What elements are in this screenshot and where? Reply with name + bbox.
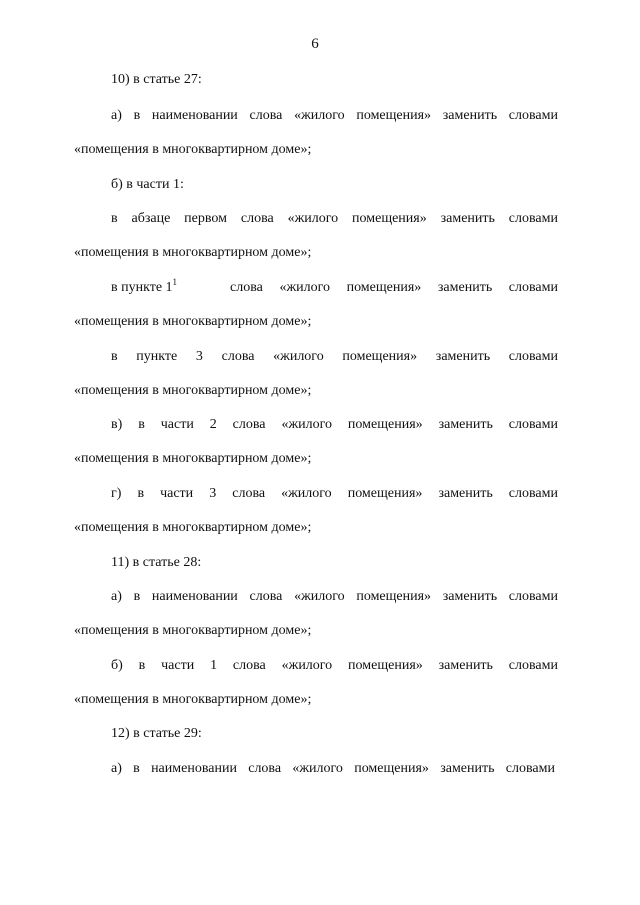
item-11-heading: 11) в статье 28: [111, 555, 202, 570]
item-11a-line-1: а) в наименовании слова «жилого помещения» заменить словами [111, 589, 558, 604]
point-reference-rest: слова «жилого помещения» заменить словами [230, 280, 558, 295]
item-10v-line-1: в) в части 2 слова «жилого помещения» заменить словами [111, 417, 558, 432]
item-10b-para-1-line-2: «помещения в многоквартирном доме»; [74, 245, 312, 260]
item-10b-para-1-line-1: в абзаце первом слова «жилого помещения» заменить словами [111, 211, 558, 226]
item-10g-line-1: г) в части 3 слова «жилого помещения» заменить словами [111, 486, 558, 501]
point-reference [111, 279, 177, 297]
item-10b-para-2-line-2: «помещения в многоквартирном доме»; [74, 314, 312, 329]
item-10b-para-3-line-1: в пункте 3 слова «жилого помещения» заменить словами [111, 349, 558, 364]
item-12-heading: 12) в статье 29: [111, 726, 202, 741]
item-10-heading: 10) в статье 27: [111, 72, 202, 87]
item-11a-line-2: «помещения в многоквартирном доме»; [74, 623, 312, 638]
item-12a-line-1: а) в наименовании слова «жилого помещения» заменить словами [111, 761, 555, 776]
item-10b-heading: б) в части 1: [111, 177, 184, 192]
item-10g-line-2: «помещения в многоквартирном доме»; [74, 520, 312, 535]
item-10v-line-2: «помещения в многоквартирном доме»; [74, 451, 312, 466]
page-number: 6 [311, 36, 319, 52]
item-11b-line-1: б) в части 1 слова «жилого помещения» заменить словами [111, 658, 558, 673]
item-10a-line-1: а) в наименовании слова «жилого помещения» заменить словами [111, 108, 558, 123]
item-11b-line-2: «помещения в многоквартирном доме»; [74, 692, 312, 707]
item-10b-para-3-line-2: «помещения в многоквартирном доме»; [74, 383, 312, 398]
item-10b-para-2-line-1 [111, 279, 558, 297]
item-10a-line-2: «помещения в многоквартирном доме»; [74, 142, 312, 157]
point-reference-text: в пункте 1 [111, 280, 173, 295]
superscript-mark: 1 [172, 277, 178, 287]
